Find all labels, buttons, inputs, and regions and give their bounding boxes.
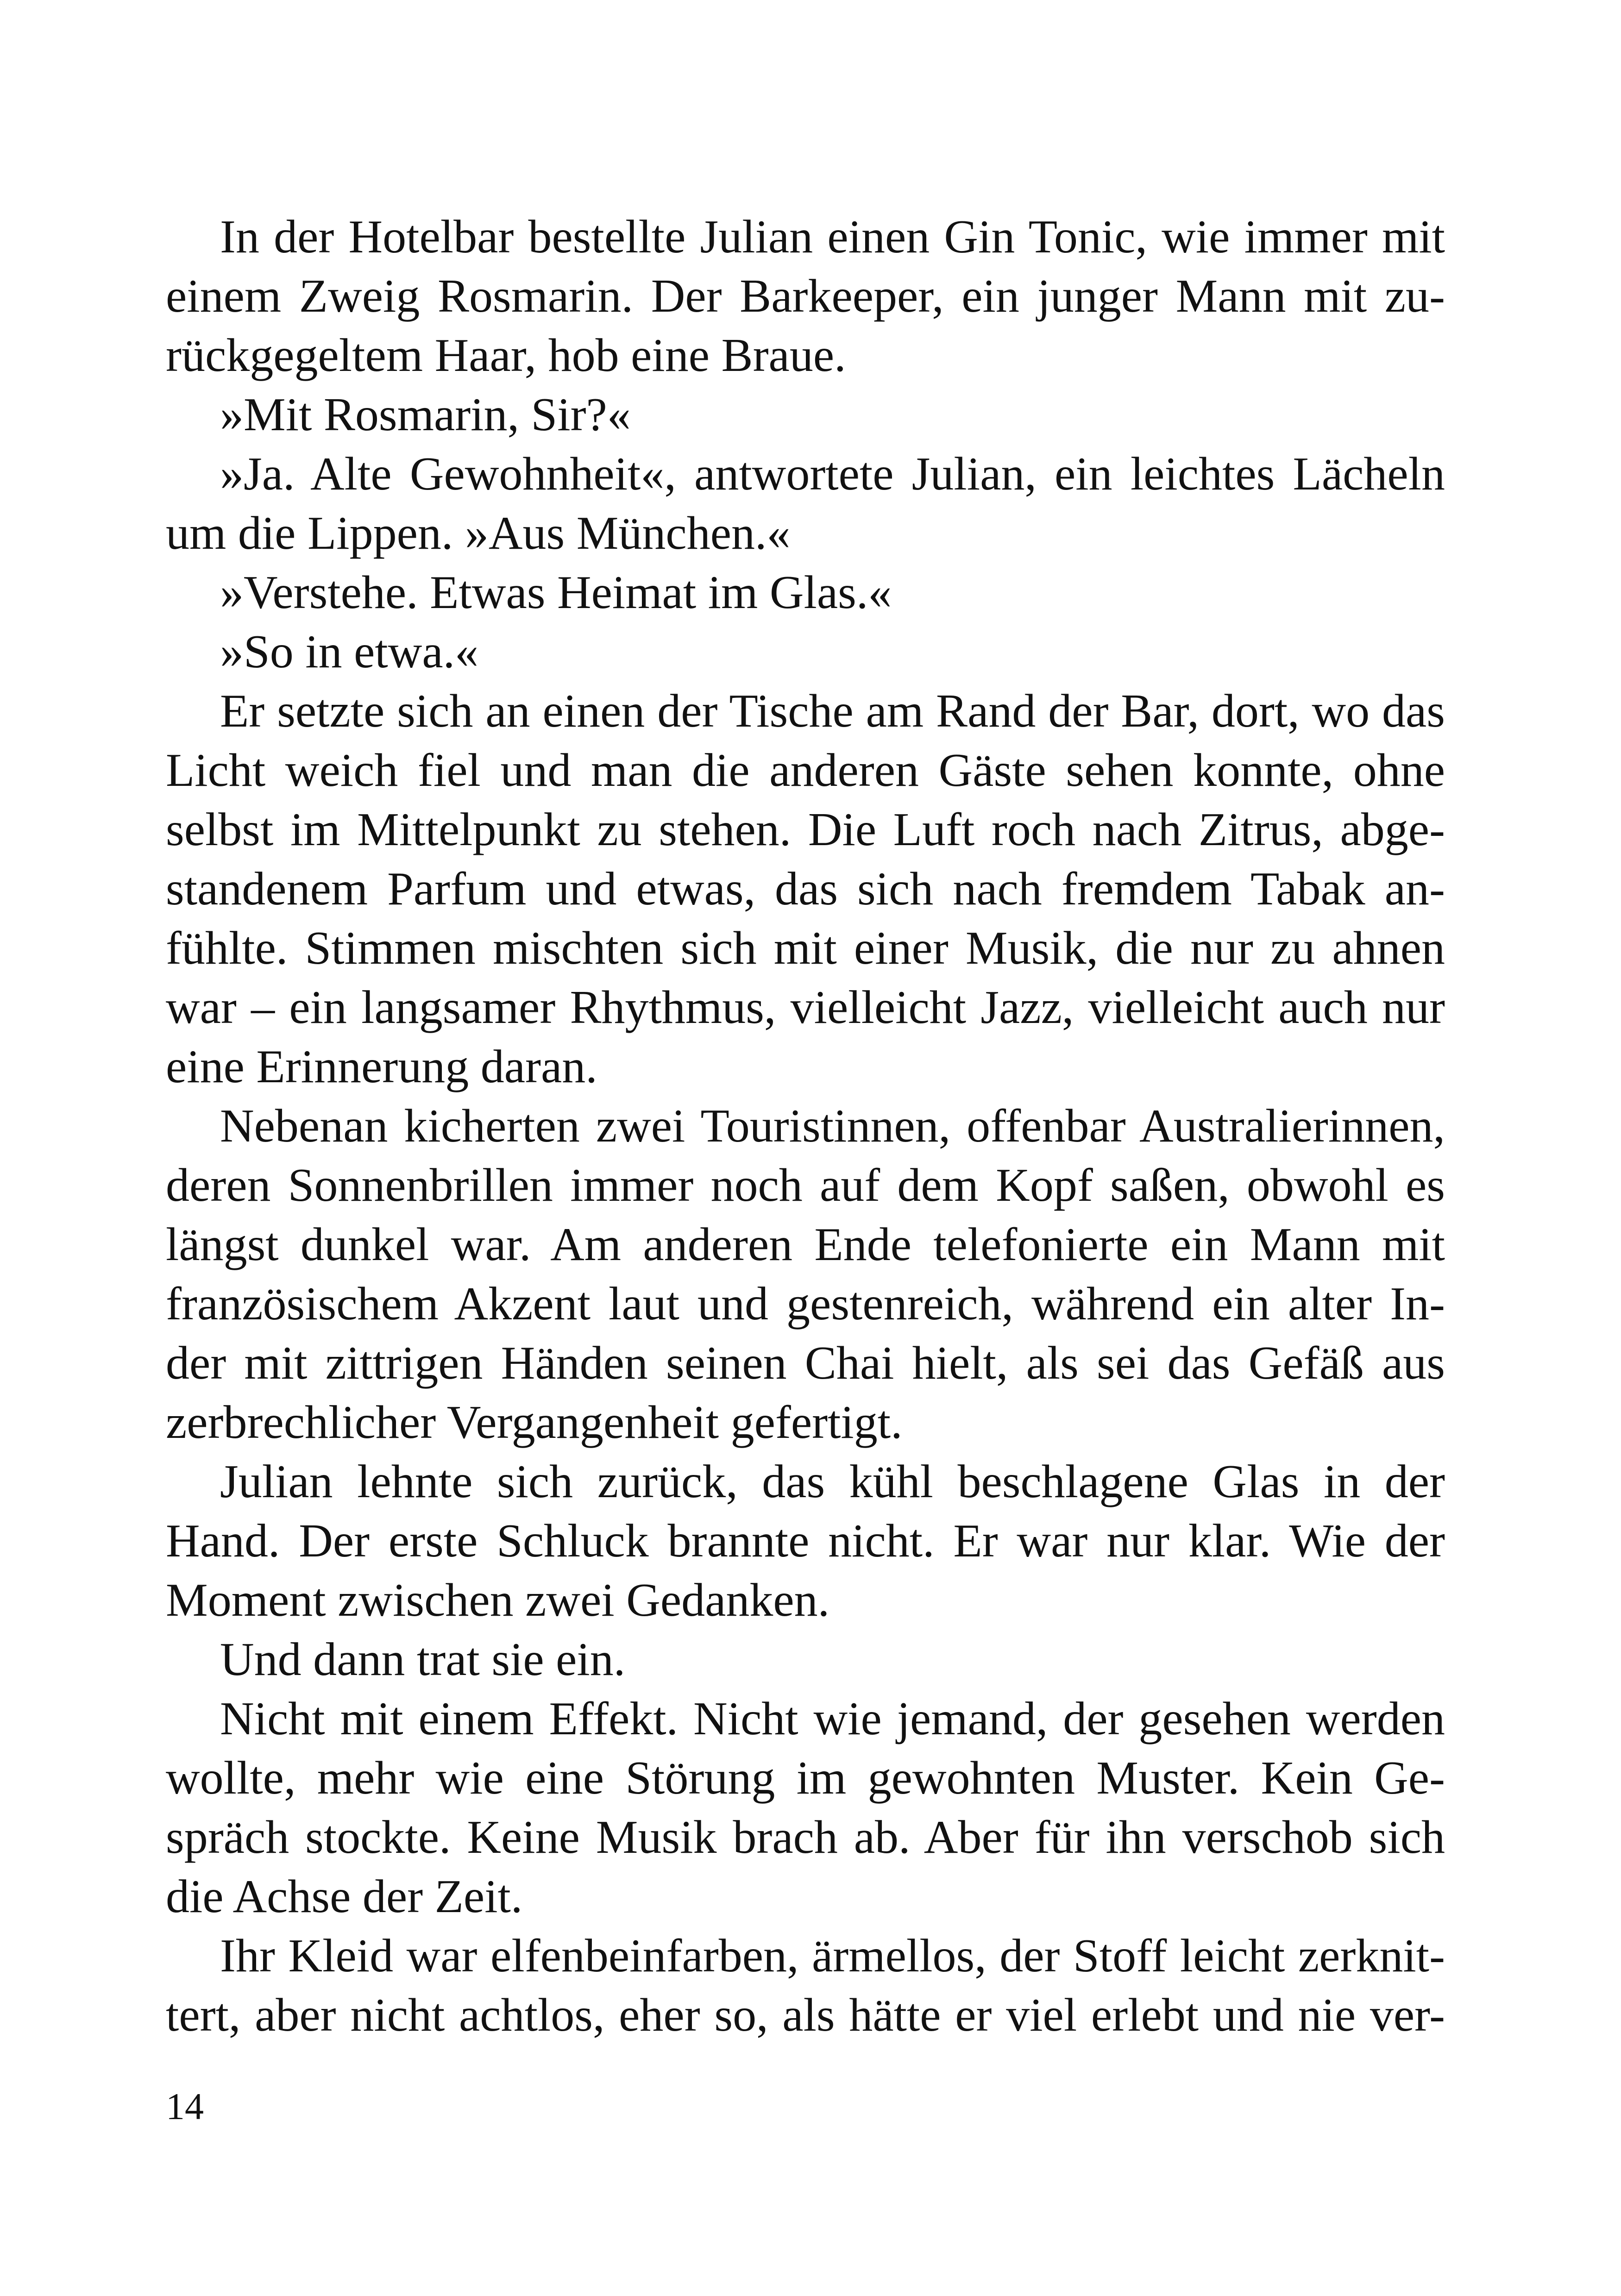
text-line: längst dunkel war. Am anderen Ende telefonierte ein Mann mit [166,1218,1445,1271]
text-line: um die Lippen. »Aus München.« [166,507,791,559]
text-line: Er setzte sich an einen der Tische am Rand der Bar, dort, wo das [220,685,1445,737]
text-line: war – ein langsamer Rhythmus, vielleicht Jazz, vielleicht auch nur [166,981,1445,1034]
text-line: »Mit Rosmarin, Sir?« [220,389,631,441]
page-number: 14 [166,2085,204,2127]
text-line: In der Hotelbar bestellte Julian einen Gin Tonic, wie immer mit [220,211,1445,263]
text-line: wollte, mehr wie eine Störung im gewohnten Muster. Kein Ge- [166,1752,1445,1804]
text-line: rückgegeltem Haar, hob eine Braue. [166,329,846,382]
text-line: eine Erinnerung daran. [166,1041,597,1093]
text-line: standenem Parfum und etwas, das sich nach fremdem Tabak an- [166,863,1445,915]
body-text [166,207,1445,2045]
text-line: »Verstehe. Etwas Heimat im Glas.« [220,566,892,619]
text-line: französischem Akzent laut und gestenreich, während ein alter In- [166,1278,1445,1330]
text-line: Hand. Der erste Schluck brannte nicht. Er war nur klar. Wie der [166,1515,1445,1567]
text-line: fühlte. Stimmen mischten sich mit einer Musik, die nur zu ahnen [166,922,1445,974]
text-line: spräch stockte. Keine Musik brach ab. Aber für ihn verschob sich [166,1811,1445,1863]
text-line: der mit zittrigen Händen seinen Chai hielt, als sei das Gefäß aus [166,1337,1445,1389]
text-line: einem Zweig Rosmarin. Der Barkeeper, ein junger Mann mit zu- [166,270,1445,322]
text-line: Nicht mit einem Effekt. Nicht wie jemand, der gesehen werden [220,1693,1445,1745]
text-line: Julian lehnte sich zurück, das kühl beschlagene Glas in der [220,1455,1445,1508]
text-line: Ihr Kleid war elfenbeinfarben, ärmellos, der Stoff leicht zerknit- [220,1930,1445,1982]
text-line: die Achse der Zeit. [166,1870,523,1923]
text-line: deren Sonnenbrillen immer noch auf dem Kopf saßen, obwohl es [166,1159,1445,1211]
text-line: Licht weich fiel und man die anderen Gäste sehen konnte, ohne [166,744,1445,797]
text-line: Moment zwischen zwei Gedanken. [166,1574,830,1626]
text-line: zerbrechlicher Vergangenheit gefertigt. [166,1396,903,1449]
text-line: »Ja. Alte Gewohnheit«, antwortete Julian, ein leichtes Lächeln [220,448,1445,500]
text-line: Und dann trat sie ein. [220,1633,626,1686]
text-line: Nebenan kicherten zwei Touristinnen, offenbar Australierinnen, [220,1100,1445,1152]
text-line: tert, aber nicht achtlos, eher so, als hätte er viel erlebt und nie ver- [166,1989,1445,2041]
text-line: »So in etwa.« [220,626,479,678]
text-line: selbst im Mittelpunkt zu stehen. Die Luft roch nach Zitrus, abge- [166,803,1445,856]
